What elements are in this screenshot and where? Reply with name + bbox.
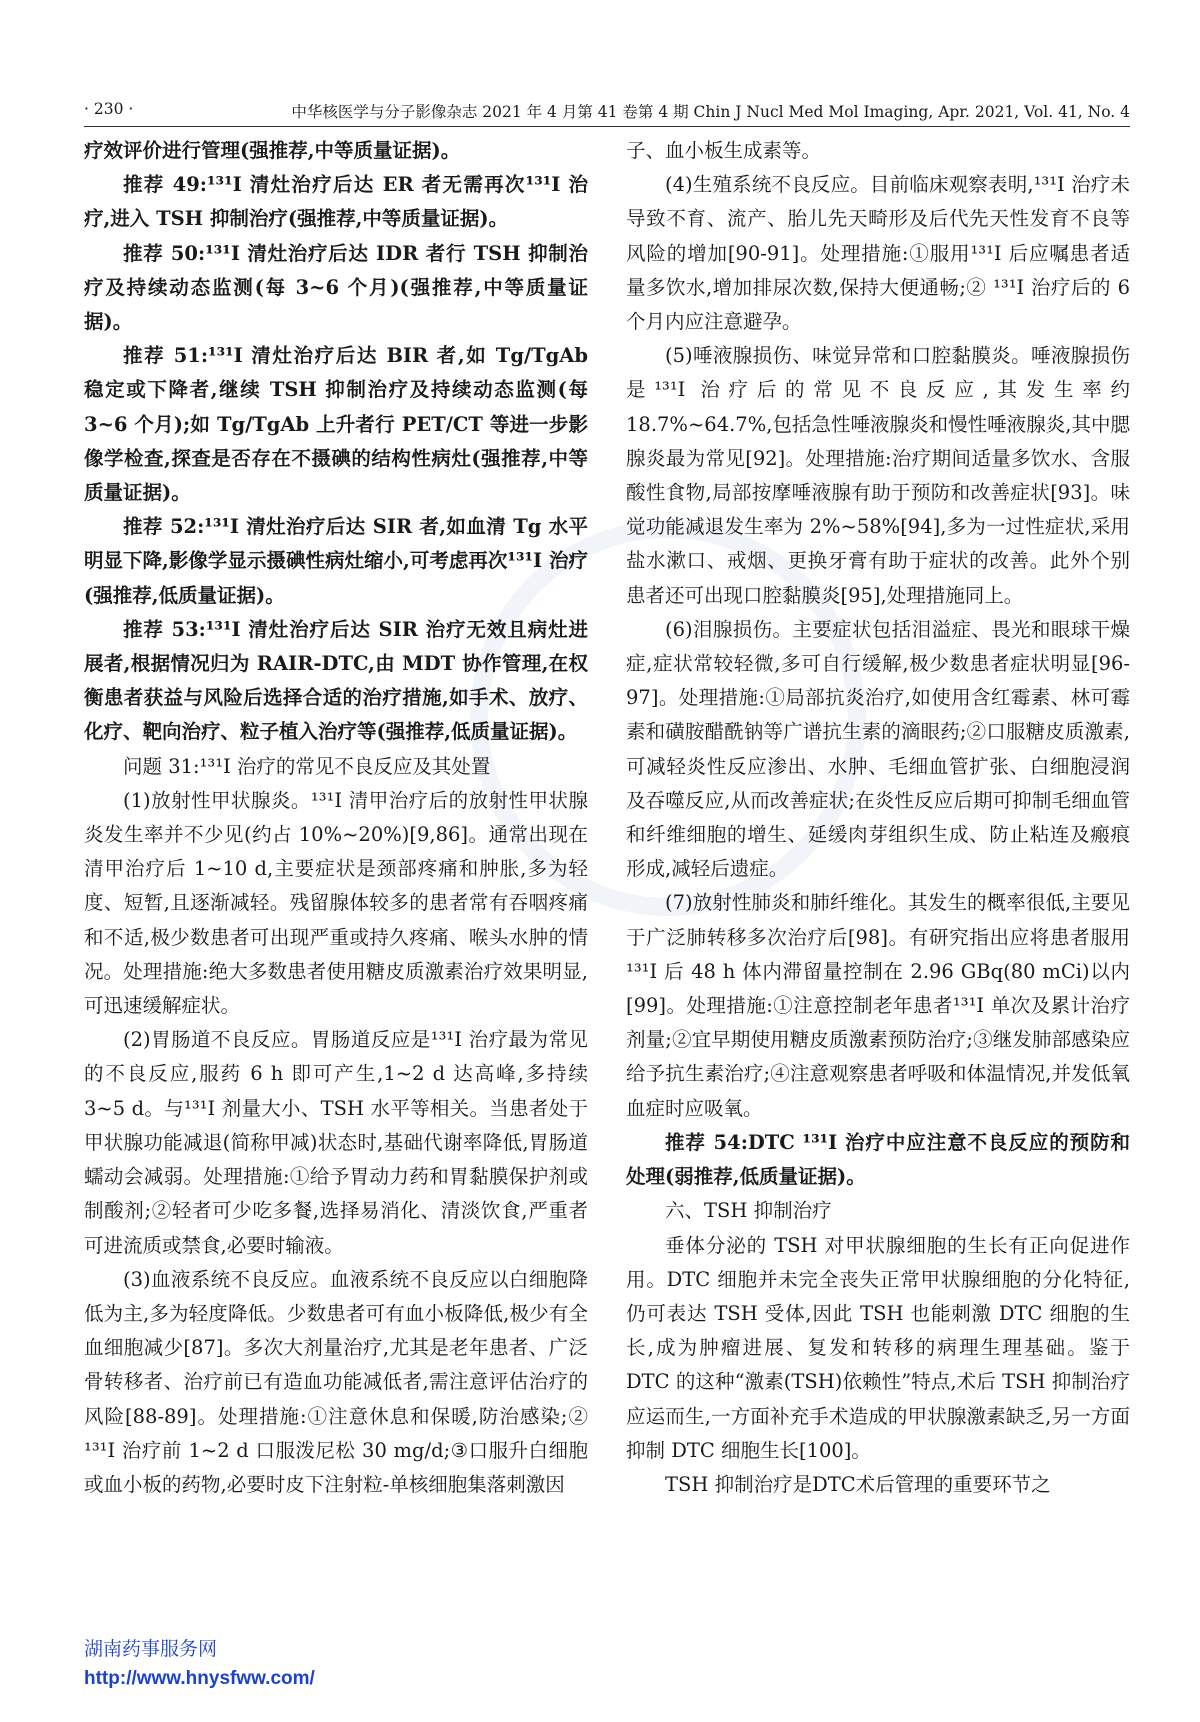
paragraph: 推荐 50:¹³¹I 清灶治疗后达 IDR 者行 TSH 抑制治疗及持续动态监测(每 3~6 个月)(强推荐,中等质量证据)。 <box>84 241 588 334</box>
paragraph: 推荐 49:¹³¹I 清灶治疗后达 ER 者无需再次¹³¹I 治疗,进入 TSH 抑制治疗(强推荐,中等质量证据)。 <box>84 173 588 231</box>
paragraph: (2)胃肠道不良反应。胃肠道反应是¹³¹I 治疗最为常见的不良反应,服药 6 h 即可产生,1~2 d 达高峰,多持续 3~5 d。与¹³¹I 剂量大小、TSH 水平等相关。当患者处于甲状腺功能减退(简称甲减)状态时,基础代谢率降低,胃肠道蠕动会减弱。处理措施:①给予胃动力药和胃黏膜保护剂或制酸剂;②轻者可少吃多餐,选择易消化、清淡饮食,严重者可进流质或禁食,必要时输液。 <box>84 1028 588 1257</box>
paragraph: (6)泪腺损伤。主要症状包括泪溢症、畏光和眼球干燥症,症状常较轻微,多可自行缓解,极少数患者症状明显[96-97]。处理措施:①局部抗炎治疗,如使用含红霉素、林可霉素和磺胺醋酰钠等广谱抗生素的滴眼药;②口服糖皮质激素,可减轻炎性反应渗出、水肿、毛细血管扩张、白细胞浸润及吞噬反应,从而改善症状;在炎性反应后期可抑制毛细血管和纤维细胞的增生、延缓肉芽组织生成、防止粘连及瘢痕形成,减轻后遗症。 <box>626 617 1130 881</box>
paragraph: 垂体分泌的 TSH 对甲状腺细胞的生长有正向促进作用。DTC 细胞并未完全丧失正常甲状腺细胞的分化特征,仍可表达 TSH 受体,因此 TSH 也能刺激 DTC 细胞的生长,成为肿瘤进展、复发和转移的病理生理基础。鉴于 DTC 的这种“激素(TSH)依赖性”特点,术后 TSH 抑制治疗应运而生,一方面补充手术造成的甲状腺激素缺乏,另一方面抑制 DTC 细胞生长[100]。 <box>626 1233 1130 1462</box>
paragraph: 推荐 51:¹³¹I 清灶治疗后达 BIR 者,如 Tg/TgAb 稳定或下降者,继续 TSH 抑制治疗及持续动态监测(每 3~6 个月);如 Tg/TgAb 上升者行 PET/CT 等进一步影像学检查,探查是否存在不摄碘的结构性病灶(强推荐,中等质量证据)。 <box>84 344 588 505</box>
paragraph: TSH 抑制治疗是DTC术后管理的重要环节之 <box>665 1472 1051 1496</box>
paragraph: (7)放射性肺炎和肺纤维化。其发生的概率很低,主要见于广泛肺转移多次治疗后[98]。有研究指出应将患者服用¹³¹I 后 48 h 体内滞留量控制在 2.96 GBq(80 mCi)以内[99]。处理措施:①注意控制老年患者¹³¹I 单次及累计治疗剂量;②宜早期使用糖皮质激素预防治疗;③继发肺部感染应给予抗生素治疗;④注意观察患者呼吸和体温情况,并发低氧血症时应吸氧。 <box>626 891 1130 1120</box>
footer-watermark <box>84 1635 315 1693</box>
footer-site-name: 湖南药事服务网 <box>84 1639 218 1660</box>
page-header <box>84 94 1130 124</box>
paragraph: 推荐 52:¹³¹I 清灶治疗后达 SIR 者,如血清 Tg 水平明显下降,影像学显示摄碘性病灶缩小,可考虑再次¹³¹I 治疗(强推荐,低质量证据)。 <box>84 515 588 607</box>
paragraph: 问题 31:¹³¹I 治疗的常见不良反应及其处置 <box>123 754 491 778</box>
paragraph: 子、血小板生成素等。 <box>626 139 822 162</box>
paragraph: 推荐 53:¹³¹I 清灶治疗后达 SIR 治疗无效且病灶进展者,根据情况归为 RAIR-DTC,由 MDT 协作管理,在权衡患者获益与风险后选择合适的治疗措施,如手术、放疗、化疗、靶向治疗、粒子植入治疗等(强推荐,低质量证据)。 <box>84 617 588 744</box>
journal-running-title: 中华核医学与分子影像杂志 2021 年 4 月第 41 卷第 4 期 Chin J Nucl Med Mol Imaging, Apr. 2021, Vol. 41, No. 4 <box>291 103 1130 121</box>
footer-site-url[interactable]: http://www.hnysfww.com/ <box>84 1668 315 1689</box>
page-number: · 230 · <box>84 100 134 118</box>
left-column <box>84 134 588 1502</box>
header-rule <box>84 126 1130 127</box>
paragraph: (4)生殖系统不良反应。目前临床观察表明,¹³¹I 治疗未导致不育、流产、胎儿先天畸形及后代先天性发育不良等风险的增加[90-91]。处理措施:①服用¹³¹I 后应嘱患者适量多饮水,增加排尿次数,保持大便通畅;② ¹³¹I 治疗后的 6 个月内应注意避孕。 <box>626 173 1130 334</box>
paragraph: (3)血液系统不良反应。血液系统不良反应以白细胞降低为主,多为轻度降低。少数患者可有血小板降低,极少有全血细胞减少[87]。多次大剂量治疗,尤其是老年患者、广泛骨转移者、治疗前已有造血功能减低者,需注意评估治疗的风险[88-89]。处理措施:①注意休息和保暖,防治感染;② ¹³¹I 治疗前 1~2 d 口服泼尼松 30 mg/d;③口服升白细胞或血小板的药物,必要时皮下注射粒-单核细胞集落刺激因 <box>84 1267 588 1496</box>
paragraph: (1)放射性甲状腺炎。¹³¹I 清甲治疗后的放射性甲状腺炎发生率并不少见(约占 10%~20%)[9,86]。通常出现在清甲治疗后 1~10 d,主要症状是颈部疼痛和肿胀,多为轻度、短暂,且逐渐减轻。残留腺体较多的患者常有吞咽疼痛和不适,极少数患者可出现严重或持久疼痛、喉头水肿的情况。处理措施:绝大多数患者使用糖皮质激素治疗效果明显,可迅速缓解症状。 <box>84 788 588 1018</box>
paragraph: 推荐 54:DTC ¹³¹I 治疗中应注意不良反应的预防和处理(弱推荐,低质量证据)。 <box>626 1130 1130 1189</box>
paragraph: (5)唾液腺损伤、味觉异常和口腔黏膜炎。唾液腺损伤是¹³¹I 治疗后的常见不良反应,其发生率约 18.7%~64.7%,包括急性唾液腺炎和慢性唾液腺炎,其中腮腺炎最为常见[92]。处理措施:治疗期间适量多饮水、含服酸性食物,局部按摩唾液腺有助于预防和改善症状[93]。味觉功能减退发生率为 2%~58%[94],多为一过性症状,采用盐水漱口、戒烟、更换牙膏有助于症状的改善。此外个别患者还可出现口腔黏膜炎[95],处理措施同上。 <box>626 344 1130 607</box>
right-column <box>626 134 1130 1502</box>
paragraph: 六、TSH 抑制治疗 <box>665 1199 832 1223</box>
paragraph: 疗效评价进行管理(强推荐,中等质量证据)。 <box>84 139 461 162</box>
